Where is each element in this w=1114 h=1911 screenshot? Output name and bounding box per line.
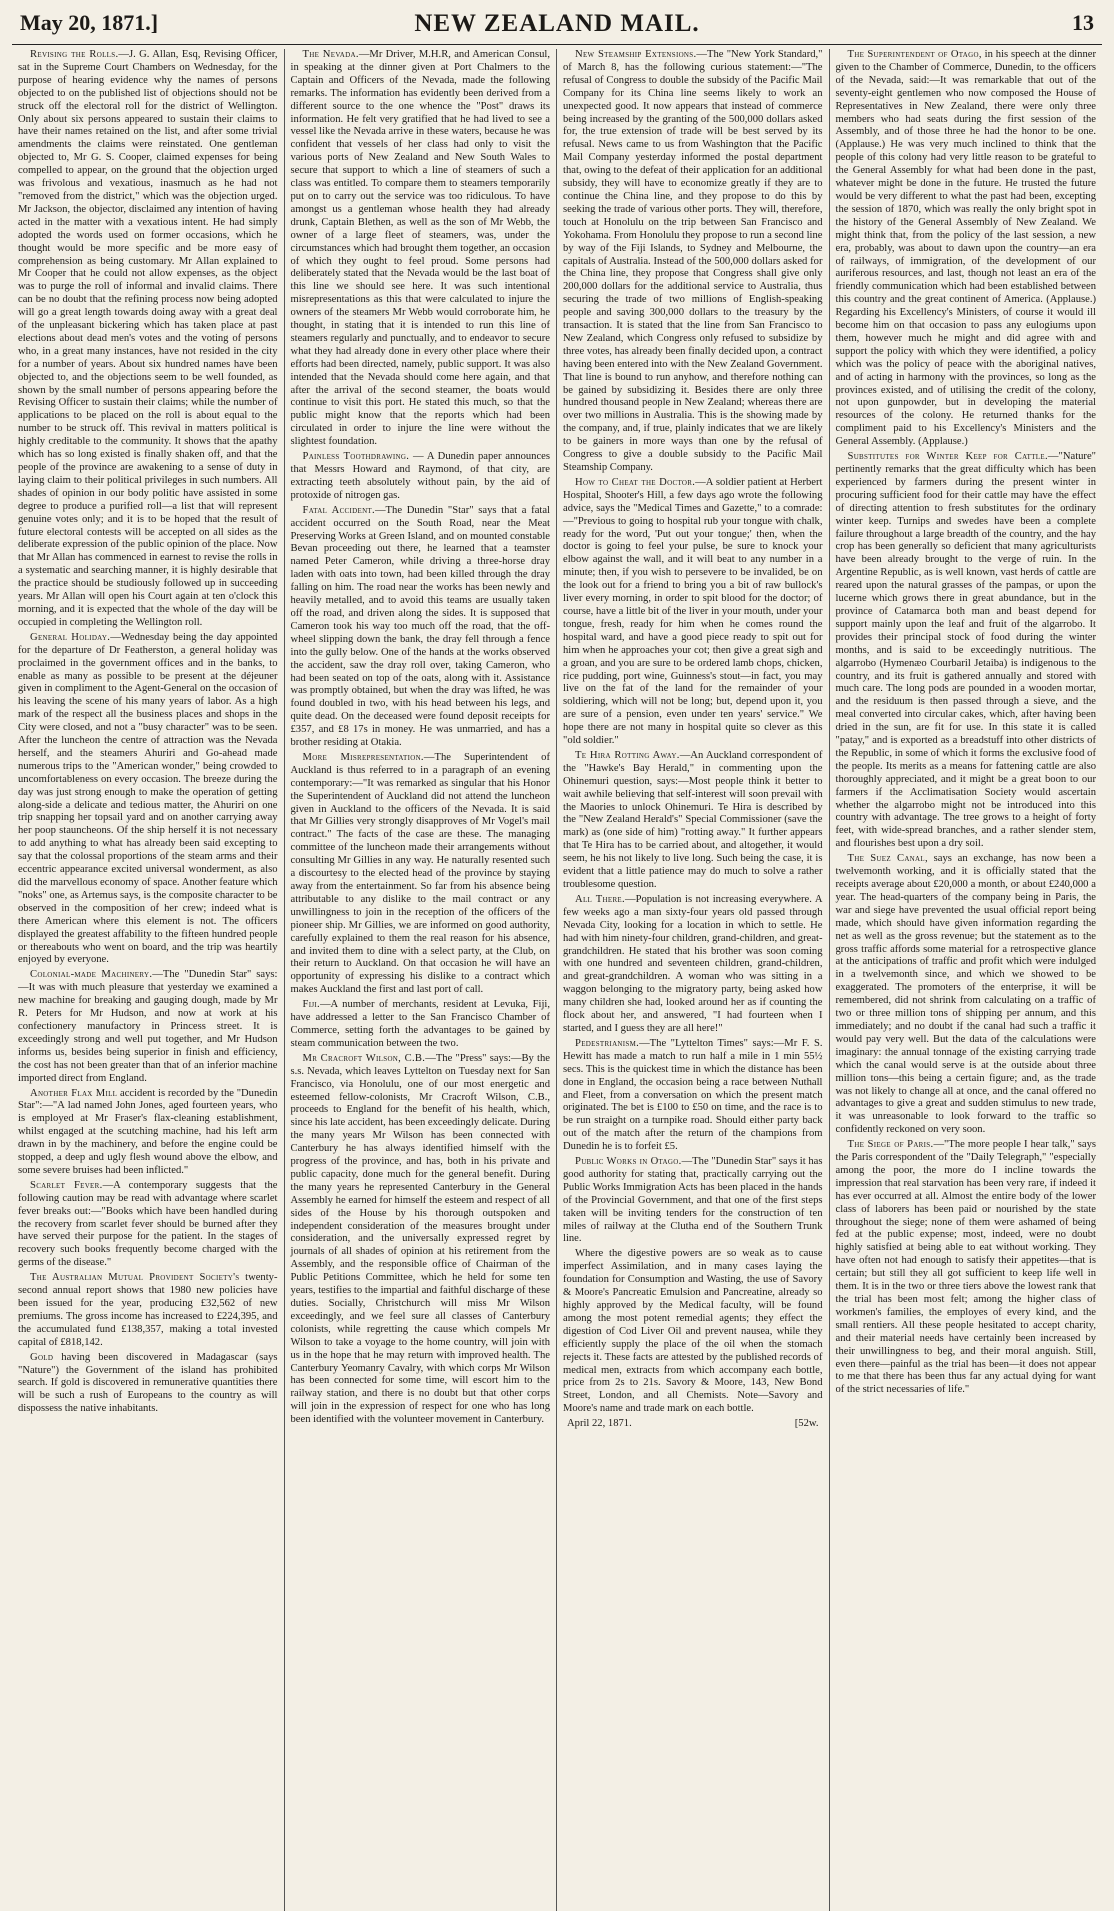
page-number: 13 <box>1072 10 1094 35</box>
advertisement-signature <box>563 1418 823 1431</box>
article-amp-society: The Australian Mutual Provident Society's twenty-second annual report shows that 1980 new policies have been issued for the year, producing £32,562 of new premiums. The gross income has increased to £224,395, and the accumulated fund £138,357, making a total invested capital of £818,142. <box>18 1272 278 1348</box>
article-winter-keep: Substitutes for Winter Keep for Cattle.—"Nature" pertinently remarks that the great difficulty which has been experienced by farmers during the present winter in procuring sufficient food for their cattle may have the effect of directing attention to fresh substitutes for the ordinary winter keep. Turnips and swedes have been a complete failure throughout a large breadth of the country, and the hay crop has been generally so deficient that many agriculturists have been already brought to the verge of ruin. In the Argentine Republic, as is well known, vast herds of cattle are reared upon the natural grasses of the pampas, or upon the lucerne which grows there in great abundance, but in the province of Catamarca both man and beast depend for support mainly upon the leaf and fruit of the algarrobo. It provides their principal stock of food during the winter months, and is said to be exceedingly nutritious. The algarrobo (Hymenæo Courbaril Jetaiba) is indigenous to the country, and its fruit is gathered annually and stored with much care. The long pods are pounded in a wooden mortar, and the residuum is then passed through a sieve, and the meal converted into circular cakes, which, after having been dried in the sun, are fit for use. In this state it is called "patay," and is exported as a breadstuff into other districts of the Republic, in some of which it forms the exclusive food of the people. Its merits as a means for fattening cattle are also thoroughly appreciated, and it might be a great boon to our farmers if the Acclimatisation Society would ascertain whether the algarrobo might not be introduced into this country with advantage. The tree grows to a height of forty feet, with wide-spread branches, and a rather slender stem, and flourishes best upon a dry soil. <box>835 451 1096 850</box>
article-cheat-doctor: How to Cheat the Doctor.—A soldier patient at Herbert Hospital, Shooter's Hill, a few days ago wrote the following advice, says the "Medical Times and Gazette," to a comrade:—"Previous to going to hospital rub your tongue with chalk, ready for the word, 'Put out your tongue;' then, when the doctor is going to feel your pulse, be sure to knock your elbow against the wall, and it will beat to any number in a minute; then, if you wish to persevere to be invalided, be on the look out for a friend to bring you a bit of raw bullock's liver every morning, in order to spit blood for the doctor; of course, have a little bit of the liver in your mouth, under your tongue, fresh, ready for him when he comes round the hospital ward, and have a good piece ready to spit out for him when he approaches your cot; then give a great sigh and a groan, and you are sure to be ordered lamb chops, chicken, rice pudding, port wine, Guinness's stout—in fact, you may live on the fat of the land for the remainder of your soldiering, which will not be long; but, depend upon it, you are sure of a pension, even under ten years' service." We hope there are not many in hospital quite so clever as this "old soldier." <box>563 476 823 747</box>
article-colonial-machinery: Colonial-made Machinery.—The "Dunedin Star" says:—It was with much pleasure that yesterday we examined a new machine for breaking and gauging dough, made by Mr R. Peters for Mr Hudson, and now at work at his confectionery manufactory in Princess street. It is exceedingly strong and well put together, and Mr Hudson informs us, besides being superior in finish and efficiency, the cost has not been greater than that of an inferior machine imported direct from England. <box>18 969 278 1084</box>
article-flax-mill: Another Flax Mill accident is recorded by the "Dunedin Star":—"A lad named John Jones, aged fourteen years, who is employed at Mr Fraser's flax-cleaning establishment, whilst engaged at the scutching machine, had his left arm drawn in by the machinery, and before the engine could be stopped, a deep and ugly flesh wound above the elbow, and some severe bruises had been inflicted." <box>18 1087 278 1176</box>
article-pedestrianism: Pedestrianism.—The "Lyttelton Times" says:—Mr F. S. Hewitt has made a match to run half a mile in 1 min 55½ secs. This is the quickest time in which the distance has been done in England, the occasion being a race between Nuthall and Fleet, from a conversation on which the present match originated. The bet is £100 to £50 on time, and the race is to be run straight on a turnpike road. Should either party back out of the match after the return of the champions from Dunedin he is to forfeit £5. <box>563 1037 823 1153</box>
ad-ref: [52w. <box>794 1418 819 1430</box>
article-suez-canal: The Suez Canal, says an exchange, has now been a twelvemonth working, and it is officially stated that the receipts average about £20,000 a month, or about £240,000 a year. The head-quarters of the company being in Paris, the war and siege have prevented the usual official report being made, which should have given information regarding the net as well as the gross revenue; but the statement as to the gross traffic affords some material for a retrospective glance at the anticipations of traffic and profit which were indulged in a twelvemonth since, and which we showed to be exaggerated. The promoters of the enterprise, it will be remembered, did not shrink from calculating on a traffic of two or three million tons of shipping per annum, and this immediately; and no doubt if the canal had such a traffic it would pay very well. But the data of the calculations were imaginary: the annual tonnage of the existing carrying trade which the canal would serve is at the outside about three million tons—this being a certain figure; and, as the trade was not likely to change all at once, and the canal offered no advantages to give a great and sudden stimulus to new trade, it was unreasonable to look forward to the traffic so confidently reckoned on very soon. <box>835 853 1096 1136</box>
columns <box>12 49 1102 1911</box>
issue-date: May 20, 1871.] <box>20 10 159 35</box>
article-steamship: New Steamship Extensions.—The "New York Standard," of March 8, has the following curious statement:—"The refusal of Congress to double the subsidy of the Pacific Mail Company for its China line seems likely to work an unexpected good. It now appears that instead of commerce being increased by the granting of the 500,000 dollars asked for, the true extension of trade will be best served by its refusal. News came to us from Washington that the Pacific Mail Company yesterday informed the postal department that, owing to the defeat of their application for an additional subsidy, they will have to economize greatly if they are to continue the China line, and they propose to do this by seeking the trade of various other ports. They will, therefore, touch at Honolulu on the trip between San Francisco and Yokohama. From Honolulu they propose to run a second line by way of the Fiji Islands, to Sydney and Melbourne, the capitals of Australia. Instead of the 500,000 dollars asked for the China line, they propose that Congress shall give only 200,000 dollars for the additional service to Australia, thus securing the trade of two millions of English-speaking people and saving 300,000 dollars to the treasury by the transaction. It is stated that the line from San Francisco to New Zealand, which Congress only refused to subsidize by three votes, has already been finally decided upon, a contract having been entered into with the New Zealand Government. That line is bound to run anyhow, and therefore nothing can be gained by subsidizing it. Besides there are only three hundred thousand people in New Zealand; whereas there are over two millions in Australia. This is the showing made by the company, and, if true, plainly indicates that we are likely to be gainers in more ways than one by the refusal of Congress to give a double subsidy to the Pacific Mail Steamship Company. <box>563 49 823 473</box>
page-header <box>12 6 1102 45</box>
article-te-hira: Te Hira Rotting Away.—An Auckland correspondent of the "Hawke's Bay Herald," in commenting upon the Ohinemuri question, says:—Most people think it better to wait awhile believing that self-interest will soon prevail with the Maories to unlock Ohinemuri. Te Hira is described by the "New Zealand Herald's" Special Commissioner (save the mark) as (one side of him) "rotting away." It further appears that Te Hira has to be carried about, and altogether, it would seem, he his not likely to live long. Such being the case, it is evident that a little patience may do much to solve a rather troublesome question. <box>563 749 823 890</box>
advertisement-savory-moore: Where the digestive powers are so weak as to cause imperfect Assimilation, and in many cases laying the foundation for Consumption and Wasting, the use of Savory & Moore's Pancreatic Emulsion and Pancreatine, already so highly approved by the Medical faculty, will be found among the most potent remedial agents; they effect the digestion of Cod Liver Oil and prevent nausea, while they efficiently supply the place of the oil when the stomach rejects it. These facts are attested by the published records of medical men, extracts from which accompany each bottle, price from 2s to 21s. Savory & Moore, 143, New Bond Street, London, and all Chemists. Note—Savory and Moore's name and trade mark on each bottle. <box>563 1248 823 1415</box>
article-gold: Gold having been discovered in Madagascar (says "Nature") the Government of the island has prohibited search. If gold is discovered in remunerative quantities there will be such a rush of Europeans to the country as will dispossess the native inhabitants. <box>18 1351 278 1415</box>
column-1 <box>12 49 285 1911</box>
column-2 <box>285 49 558 1911</box>
column-3 <box>557 49 830 1911</box>
article-all-there: All There.—Population is not increasing everywhere. A few weeks ago a man sixty-four years old passed through Nevada City, looking for a location in which to settle. He had with him ninety-four children, grand-children, and great-grandchildren. He stated that his brother was soon coming with one hundred and seventeen children, grand-children, and great-grandchildren. A woman who was sitting in a waggon belonging to the migratory party, being asked how many children she had, looked around her as if counting the flock about her, and answered, "I had fourteen when I started, and I guess they are all here!" <box>563 893 823 1034</box>
article-misrepresentation: More Misrepresentation.—The Superintendent of Auckland is thus referred to in a paragraph of an evening contemporary:—"It was remarked as singular that his Honor the Superintendent of Auckland did not attend the luncheon given in Auckland to the officers of the Nevada. It is said that Mr Gillies very strongly disapproves of Mr Vogel's mail contract." The facts of the case are these. The managing committee of the luncheon made their arrangements without consulting Mr Gillies in any way. He naturally resented such a discourtesy to the elected head of the province by staying away from the entertainment. So far from his absence being attributable to any dislike to the mail contract or any unwillingness to join in the reception of the officers of the pioneer ship. Mr Gillies, we are informed on good authority, carefully explained to them the real reason for his absence, and invited them to dine with a select party, at the Club, on their return to Auckland. On that occasion he will have an opportunity of expressing his dislike to a contract which makes Auckland the first and last port of call. <box>290 751 550 996</box>
masthead-title: NEW ZEALAND MAIL. <box>414 10 700 37</box>
article-cracroft-wilson: Mr Cracroft Wilson, C.B.—The "Press" says:—By the s.s. Nevada, which leaves Lyttelton on Tuesday next for San Francisco, via Honolulu, one of our most energetic and esteemed fellow-colonists, Mr Cracroft Wilson, C.B., proceeds to England for the benefit of his health, which, since his late accident, has been exceedingly delicate. During the many years Mr Wilson has been connected with Canterbury he has always identified himself with the progress of the province, and has, both in his private and public capacity, done much for the general benefit. During the many years he represented Canterbury in the General Assembly he earned for himself the esteem and respect of all sides of the House by his thorough outspoken and independent consideration of the measures brought under consideration, and the universally expressed regret by journals of all shades of opinion at his retirement from the Assembly, and the responsible office of Chairman of the Public Petitions Committee, which he held for some ten years, testifies to the impartial and faithful discharge of these duties. Socially, Christchurch will miss Mr Wilson exceedingly, and we feel sure all classes of Canterbury colonists, while regretting the cause which compels Mr Wilson to take a voyage to the home country, will join with us in the hope that he may return with improved health. The Canterbury Yeomanry Cavalry, with which corps Mr Wilson has been connected for some time, will escort him to the railway station, and there is no doubt but that other corps will join in the expression of respect for one who has long been identified with the volunteer movement in Canterbury. <box>290 1052 550 1426</box>
article-painless: Painless Toothdrawing. — A Dunedin paper announces that Messrs Howard and Raymond, of that city, are extracting teeth absolutely without pain, by the aid of protoxide of nitrogen gas. <box>290 451 550 501</box>
article-nevada: The Nevada.—Mr Driver, M.H.R, and American Consul, in speaking at the dinner given at Port Chalmers to the Captain and Officers of the Nevada, made the following remarks. The information has evidently been derived from a different source to the one whence the "Post" draws its information. He felt very gratified that he had lived to see a vessel like the Nevada arrive in these waters, because he was confident that vessels of her class had only to visit the various ports of New Zealand and New South Wales to secure that support to which a line of steamers of such a class was entitled. To compare them to steamers temporarily put on to carry out the service was too ridiculous. To have amongst us a gentleman whose health they had already drunk, Captain Blethen, as well as the son of Mr Webb, the owner of a large fleet of steamers, was, under the circumstances which had brought them together, an occasion of which they ought to feel proud. Some persons had deliberately stated that the Nevada would be the last boat of this line we should see here. It was such intentional misrepresentations as this that were calculated to injure the owners of the steamers Mr Webb would corroborate him, he thought, in stating that it is intended to run this line of steamers regularly and punctually, and to endeavor to secure what they had already done in every other place where their efforts had been directed, namely, public support. It was also intended that the Nevada should come here again, and that after the arrival of the second steamer, the boats would continue to visit this port. He stated this much, so that the public might know that the reports which had been circulated in order to injure the line were without the slightest foundation. <box>290 49 550 448</box>
article-revising-rolls: Revising the Rolls.—J. G. Allan, Esq, Revising Officer, sat in the Supreme Court Chambers on Wednesday, for the purpose of hearing evidence why the names of persons objected to on the published list of objections should not be struck off the electoral roll for the district of Wellington. Only about six persons appeared to sustain their claims to have their names retained on the list, and after some trivial amendments the claims were reinstated. One gentleman objected to, Mr G. S. Cooper, claimed expenses for being compelled to appear, on the ground that the objection urged was frivolous and vexatious, inasmuch as he had not "removed from the district," which was the objection urged. Mr Jackson, the objector, disclaimed any intention of having acted in the matter with a vexatious intent. He had simply adopted the words used on former occasions, which he thought would be more specific and be more easy of comprehension as being customary. Mr Allan explained to Mr Cooper that he could not allow expenses, as the object was to purge the roll of informal and invalid claims. There can be no doubt that the refining process now being adopted will go a great length towards doing away with a great deal of the unpleasant bickering which has taken place at past elections about dead men's votes and the voting of persons who, in a great many instances, have not resided in the city for a number of years. About six hundred names have been objected to, and the objections seem to be well founded, as shown by the small number of persons appearing before the Revising Officer to sustain their claims; while the number of applications to be placed on the roll is about equal to the number to be struck off. This revival in matters political is highly creditable to the community. It shows that the apathy which has so long existed is finally shaken off, and that the people of the province are awakening to a sense of duty in laying claim to their political privileges in such numbers. All shades of opinion in our body politic have assisted in some degree to produce a purified roll—a list that will represent genuine votes only; and it is to be hoped that the result of future electoral contests will be accepted on all sides as the deliberate expression of the public opinion of the place. Now that Mr Allan has commenced in earnest to revise the rolls in a systematic and searching manner, it is highly desirable that the practice should be studiously followed up in succeeding years. Mr Allan will open his Court again at ten o'clock this morning, and it is expected that the whole of the day will be occupied in completing the Wellington roll. <box>18 49 278 628</box>
article-general-holiday: General Holiday.—Wednesday being the day appointed for the departure of Dr Featherston, a general holiday was proclaimed in the government offices and in the banks, to enable as many as possible to be present at the déjeuner given in compliment to the Agent-General on the occasion of his leaving the scene of his many years of labor. As a high mark of the respect all the business places and shops in the City were closed, and not a "busy character" was to be seen. After the luncheon the centre of attraction was the Nevada herself, and the steamers Ahuriri and Go-ahead made numerous trips to the "American wonder," being crowded to uncomfortableness on every occasion. The breeze during the day was just strong enough to make the operation of getting along-side a delicate and tedious matter, the Ahuriri on one trip snapping her topsail yard and on another carrying away her poop stauncheons. Of the ship herself it is not necessary to add anything to what has already been said excepting to say that the colossal proportions of the steam arms and their eccentric appearance excited universal wonderment, as also did the marvellous economy of space. Another feature which "noks" one, as Artemus says, is the composite character to be observed in the composition of her crew; indeed what is there American where this element is not. The officers displayed the greatest affability to the fifteen hundred people or thereabouts who went on board, and the trip was heartily enjoyed by everyone. <box>18 631 278 966</box>
article-fiji: Fiji.—A number of merchants, resident at Levuka, Fiji, have addressed a letter to the San Francisco Chamber of Commerce, setting forth the advantages to be gained by steam communication between the two. <box>290 999 550 1049</box>
article-scarlet-fever: Scarlet Fever.—A contemporary suggests that the following caution may be read with advantage where scarlet fever breaks out:—"Books which have been handled during the recovery from scarlet fever should be burned after they have served their purpose for the patient. In the stages of recovery such books frequently become charged with the germs of the disease." <box>18 1179 278 1269</box>
article-siege-paris: The Siege of Paris.—"The more people I hear talk," says the Paris correspondent of the "Daily Telegraph," "especially among the poor, the more do I incline towards the impression that real starvation has been very rare, if indeed it has ever occurred at all. Almost the entire body of the lower class of laborers has been paid or nourished by the state throughout the siege; none of them were ashamed of being fed at the public expense; most, indeed, were no doubt highly satisfied at being able to eat without working. They have often not had enough to satisfy their appetites—that is certain; but still they all got sufficient to keep life well in them. It is in the two or three tiers above the lowest rank that the trial has been most felt; among the higher class of workmen's families, the employes of every kind, and the small rentiers. All these people hesitated to accept charity, and their material needs have certainly been increased by their unwillingness to beg, and their moral anguish. Still, even there—painful as the trial has been—it does not appear to me that there has been thus far any actual dying for want of the strict necessaries of life." <box>835 1139 1096 1396</box>
article-fatal-accident: Fatal Accident.—The Dunedin "Star" says that a fatal accident occurred on the South Road, near the Meat Preserving Works at Green Island, and on mounted constable Bevan proceeding out there, he learned that a teamster named Peter Cameron, while driving a three-horse dray laden with oats into town, had been killed through the dray falling on him. The road near the works has been newly and heavily metalled, and to avoid this teams are usually taken off the road, and driven along the sides. It is supposed that Cameron took his way too much off the road, that the off-wheel slipping down the bank, the dray fell through a fence into the gully below. One of the hands at the works observed the accident, saw the dray roll over, taking Cameron, who had been seated on top of the oats, along with it. Assistance was promptly obtained, but when the dray was lifted, he was found doubled in two, with his head between his legs, and quite dead. On the deceased were found deposit receipts for £357, and £8 17s in money. He was unmarried, and has a brother residing at Otakia. <box>290 504 550 749</box>
column-4 <box>830 49 1103 1911</box>
article-superintendent-otago: The Superintendent of Otago, in his speech at the dinner given to the Chamber of Commerce, Dunedin, to the officers of the Nevada, said:—It was remarkable that out of the seventy-eight gentlemen who now composed the House of Representatives in New Zealand, there were only three members who had seats during the first session of the Assembly, and of those three he had the honor to be one. (Applause.) He was very much inclined to think that the people of this colony had very little reason to be grateful to the General Assembly for what had been done in the past, whatever might be done in the future. He trusted the future would be very different to what the past had been, excepting the session of 1870, which was really the only bright spot in the history of the General Assembly of New Zealand. We might think that, from the policy of the last session, a new era, probably, was about to dawn upon the country—an era of railways, of immigration, of the development of our auriferous resources, and last, though not least an era of the friendly communication which had been established between this country and the great continent of America. (Applause.) Regarding his Excellency's Ministers, of course it would ill become him on that occasion to pass any eulogiums upon them, however much he might and did agree with and support the policy with which they were identified, a policy which was the policy of peace with the aboriginal natives, and of acting in harmony with the provinces, so long as the provinces existed, and of utilising the credit of the colony, not upon gunpowder, but in developing the material resources of the colony. He returned thanks for the compliment paid to his Excellency's Ministers and the General Assembly. (Applause.) <box>835 49 1097 448</box>
ad-date: April 22, 1871. <box>567 1418 632 1430</box>
article-public-works: Public Works in Otago.—The "Dunedin Star" says it has good authority for stating that, practically carrying out the Public Works Immigration Acts has been placed in the hands of the Provincial Government, and that one of the first steps taken will be inviting tenders for the construction of ten miles of railway at the Clutha end of the Southern Trunk line. <box>563 1156 823 1245</box>
